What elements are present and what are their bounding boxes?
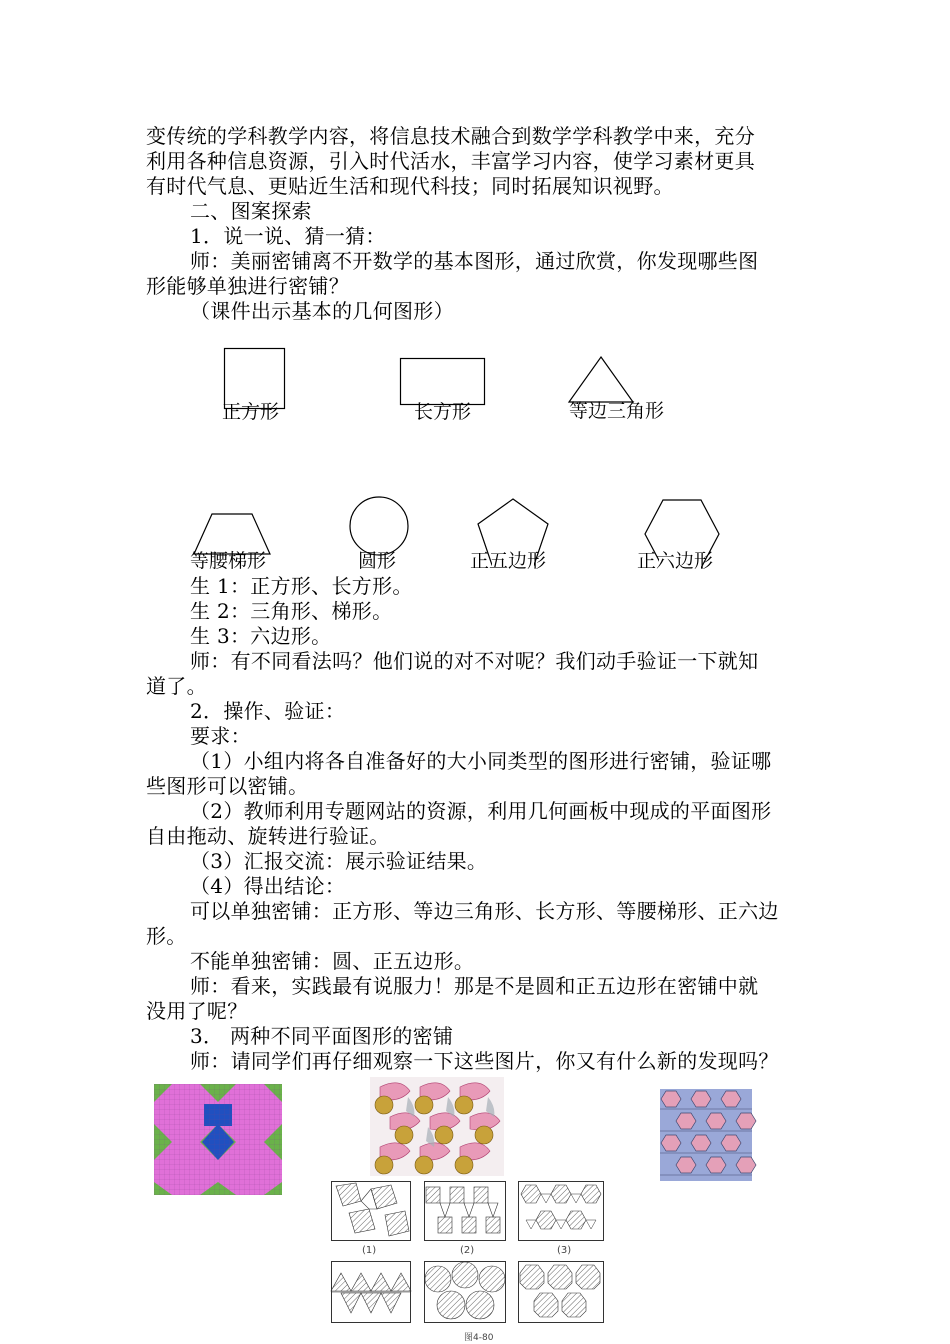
text-line: 生 2：三角形、梯形。 [190, 599, 393, 623]
text-line: （课件出示基本的几何图形） [190, 299, 454, 323]
triangle-shape [568, 356, 634, 404]
text-line: 些图形可以密铺。 [146, 774, 309, 798]
text-line: 道了。 [146, 674, 207, 698]
square-label: 正方形 [222, 401, 280, 423]
text-line: 没用了呢？ [146, 999, 248, 1023]
section-heading: 二、图案探索 [190, 199, 312, 223]
octagon-square-tiling-image [154, 1084, 282, 1195]
tessellation-diagram-6 [518, 1261, 604, 1323]
text-line: （1）小组内将各自准备好的大小同类型的图形进行密铺，验证哪 [190, 749, 772, 773]
pentagon-label: 正五边形 [470, 550, 547, 572]
subsection-heading: 2．操作、验证： [190, 699, 346, 723]
rectangle-shape [400, 358, 486, 406]
hexagon-label: 正六边形 [637, 550, 714, 572]
escher-tessellation-image [370, 1077, 504, 1176]
tessellation-diagram-1 [331, 1181, 411, 1241]
text-line: 师：看来，实践最有说服力！那是不是圆和正五边形在密铺中就 [190, 974, 759, 998]
tessellation-diagram-3 [518, 1181, 604, 1241]
text-line: （2）教师利用专题网站的资源，利用几何画板中现成的平面图形 [190, 799, 772, 823]
subsection-heading: 1．说一说、猜一猜： [190, 224, 386, 248]
tessellation-diagram-2 [424, 1181, 506, 1241]
tessellation-diagram-5 [424, 1261, 506, 1323]
text-line: 生 3：六边形。 [190, 624, 332, 648]
subsection-heading: 3． 两种不同平面图形的密铺 [190, 1024, 454, 1048]
text-line: （4）得出结论： [190, 874, 346, 898]
circle-label: 圆形 [358, 550, 397, 572]
text-line: 利用各种信息资源，引入时代活水，丰富学习内容，使学习素材更具 [146, 149, 755, 173]
text-line: 形能够单独进行密铺？ [146, 274, 349, 298]
tessellation-diagram-4 [331, 1261, 411, 1323]
text-line: 师：美丽密铺离不开数学的基本图形，通过欣赏，你发现哪些图 [190, 249, 759, 273]
diagram-caption-1: (1) [362, 1245, 377, 1256]
text-line: 师：请同学们再仔细观察一下这些图片，你又有什么新的发现吗？ [190, 1049, 779, 1073]
text-line: （3）汇报交流：展示验证结果。 [190, 849, 488, 873]
text-line: 师：有不同看法吗？他们说的对不对呢？我们动手验证一下就知 [190, 649, 759, 673]
text-line: 形。 [146, 924, 187, 948]
text-line: 不能单独密铺：圆、正五边形。 [190, 949, 475, 973]
diagram-caption-2: (2) [460, 1245, 475, 1256]
diagram-caption-3: (3) [557, 1245, 572, 1256]
rectangle-label: 长方形 [414, 401, 472, 423]
trapezoid-label: 等腰梯形 [190, 550, 267, 572]
triangle-label: 等边三角形 [569, 400, 665, 422]
text-line: 要求： [190, 724, 251, 748]
text-line: 有时代气息、更贴近生活和现代科技；同时拓展知识视野。 [146, 174, 674, 198]
circle-shape [349, 496, 411, 558]
text-line: 可以单独密铺：正方形、等边三角形、长方形、等腰梯形、正六边 [190, 899, 779, 923]
text-line: 生 1：正方形、长方形。 [190, 574, 413, 598]
figure-caption: 图4-80 [464, 1333, 494, 1343]
hexagon-tiling-image [660, 1089, 752, 1181]
text-line: 变传统的学科教学内容，将信息技术融合到数学学科教学中来，充分 [146, 124, 755, 148]
text-line: 自由拖动、旋转进行验证。 [146, 824, 390, 848]
